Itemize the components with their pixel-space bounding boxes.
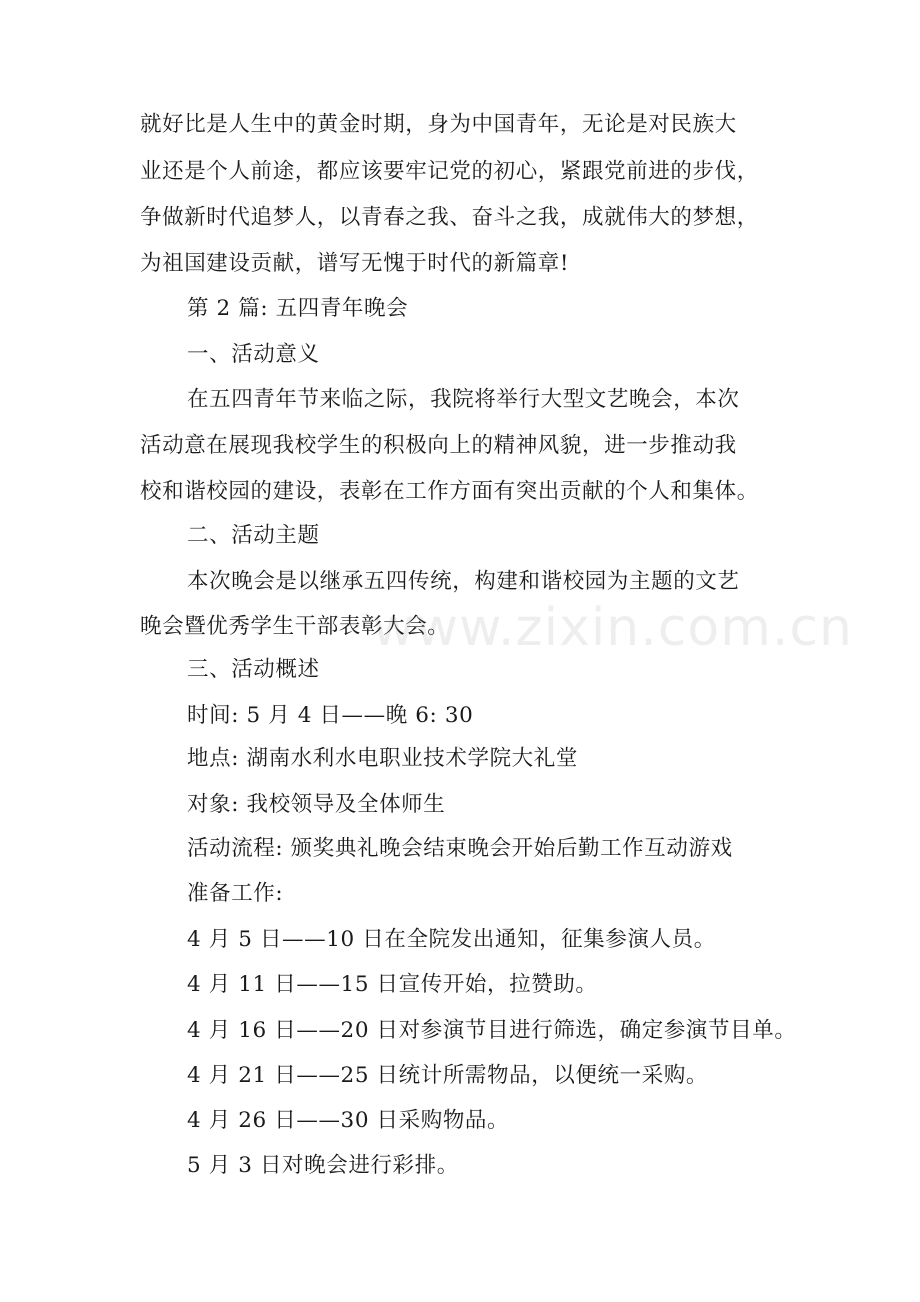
paragraph-line-theme-2: 晚会暨优秀学生干部表彰大会。 — [140, 614, 450, 639]
schedule-item-5: 4 月 26 日——30 日采购物品。 — [187, 1108, 510, 1133]
schedule-item-1: 4 月 5 日——10 日在全院发出通知，征集参演人员。 — [187, 927, 716, 952]
overview-process: 活动流程: 颁奖典礼晚会结束晚会开始后勤工作互动游戏 — [187, 836, 733, 861]
overview-location: 地点: 湖南水利水电职业技术学院大礼堂 — [187, 746, 578, 771]
heading-activity-significance: 一、活动意义 — [187, 342, 320, 367]
overview-audience: 对象: 我校领导及全体师生 — [187, 792, 446, 817]
watermark: www.zixin.com.cn — [372, 598, 853, 658]
schedule-item-3: 4 月 16 日——20 日对参演节目进行筛选，确定参演节目单。 — [187, 1018, 797, 1043]
heading-activity-theme: 二、活动主题 — [187, 523, 320, 548]
paragraph-line-theme-1: 本次晚会是以继承五四传统，构建和谐校园为主题的文艺 — [187, 569, 740, 594]
paragraph-line-significance-1: 在五四青年节来临之际，我院将举行大型文艺晚会，本次 — [187, 387, 740, 412]
section-title: 第 2 篇: 五四青年晚会 — [187, 296, 409, 321]
paragraph-line-significance-3: 校和谐校园的建设，表彰在工作方面有突出贡献的个人和集体。 — [140, 479, 759, 504]
overview-time: 时间: 5 月 4 日——晚 6: 30 — [187, 703, 474, 728]
schedule-item-4: 4 月 21 日——25 日统计所需物品，以便统一采购。 — [187, 1063, 709, 1088]
paragraph-line-4: 为祖国建设贡献，谱写无愧于时代的新篇章! — [140, 251, 570, 276]
overview-preparation: 准备工作: — [187, 881, 284, 906]
paragraph-line-significance-2: 活动意在展现我校学生的积极向上的精神风貌，进一步推动我 — [140, 433, 737, 458]
paragraph-line-3: 争做新时代追梦人，以青春之我、奋斗之我，成就伟大的梦想， — [140, 205, 759, 230]
schedule-item-2: 4 月 11 日——15 日宣传开始，拉赞助。 — [187, 972, 598, 997]
paragraph-line-2: 业还是个人前途，都应该要牢记党的初心，紧跟党前进的步伐， — [140, 159, 759, 184]
paragraph-line-1: 就好比是人生中的黄金时期，身为中国青年，无论是对民族大 — [140, 112, 737, 137]
schedule-item-6: 5 月 3 日对晚会进行彩排。 — [187, 1153, 459, 1178]
heading-activity-overview: 三、活动概述 — [187, 657, 320, 682]
